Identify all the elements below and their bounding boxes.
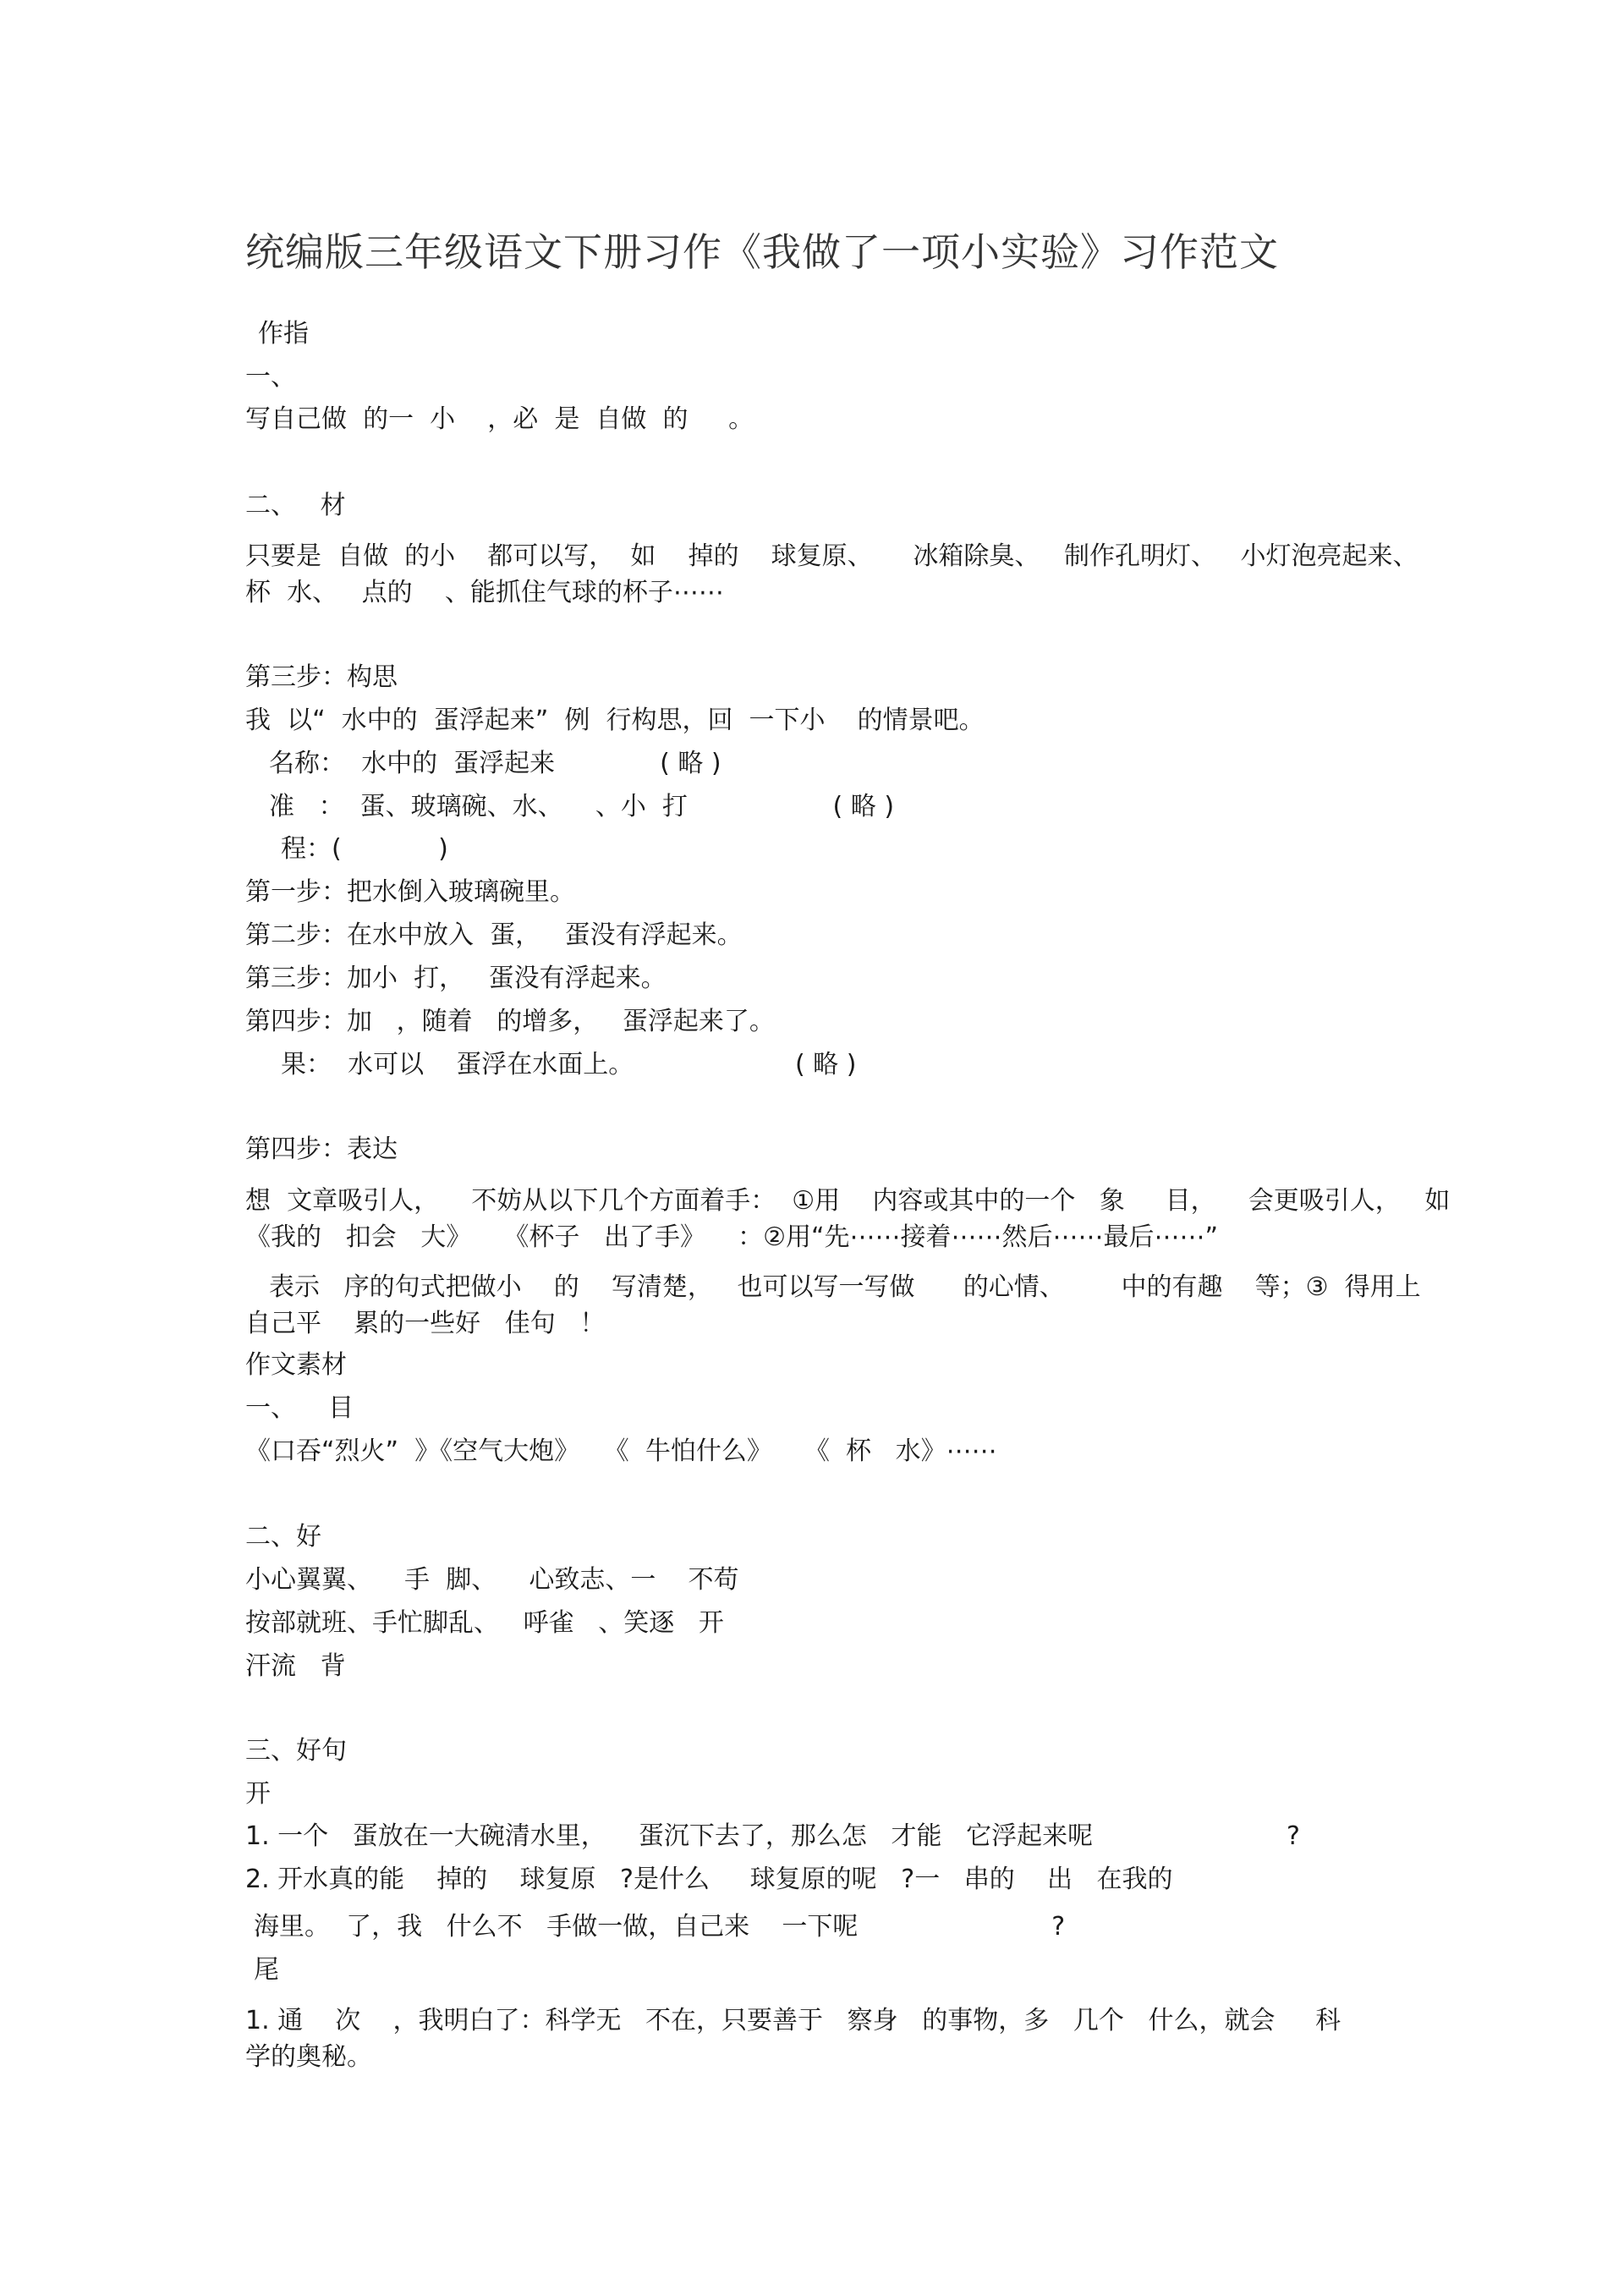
text-line: 果： 水可以 蛋浮在水面上。 ( 略 ) — [281, 1050, 857, 1079]
page-title: 统编版三年级语文下册习作《我做了一项小实验》习作范文 — [245, 229, 1279, 275]
text-line: 作文素材 — [245, 1350, 347, 1380]
text-line: 第四步：表达 — [245, 1134, 398, 1164]
text-line: 汗流 背 — [245, 1651, 346, 1681]
text-line: 第一步：把水倒入玻璃碗里。 — [245, 877, 575, 907]
text-line: 写自己做 的一 小 ，必 是 自做 的 。 — [245, 404, 754, 434]
text-line: 《我的 扣会 大》 《杯子 出了手》 ：②用“先⋯⋯接着⋯⋯然后⋯⋯最后⋯⋯” — [245, 1222, 1219, 1252]
text-line: 尾 — [254, 1955, 279, 1985]
text-line: 我 以“ 水中的 蛋浮起来” 例 行构思，回 一下小 的情景吧。 — [245, 706, 985, 735]
text-line: 杯 水、 点的 、能抓住气球的杯子⋯⋯ — [245, 578, 724, 607]
text-line: 作指 — [258, 319, 309, 349]
text-line: 第四步：加 ，随着 的增多， 蛋浮起来了。 — [245, 1007, 775, 1036]
text-line: 表示 序的句式把做小 的 写清楚， 也可以写一写做 的心情、 中的有趣 等；③ 得用上 — [269, 1272, 1421, 1302]
text-line: 开 — [245, 1779, 271, 1809]
text-line: 学的奥秘。 — [245, 2042, 372, 2072]
text-line: 三、好句 — [245, 1736, 347, 1766]
text-line: 1. 一个 蛋放在一大碗清水里， 蛋沉下去了，那么怎 才能 它浮起来呢 ? — [245, 1821, 1300, 1851]
text-line: 只要是 自做 的小 都可以写， 如 掉的 球复原、 冰箱除臭、 制作孔明灯、 小灯泡亮起来、 — [245, 541, 1418, 571]
text-line: 《口吞“烈火” 》《空气大炮》 《 牛怕什么》 《 杯 水》⋯⋯ — [245, 1436, 997, 1466]
text-line: 准 ： 蛋、玻璃碗、水、 、小 打 ( 略 ) — [269, 792, 895, 821]
text-line: 按部就班、手忙脚乱、 呼雀 、笑逐 开 — [245, 1608, 724, 1638]
text-line: 第三步：加小 打， 蛋没有浮起来。 — [245, 964, 667, 993]
text-line: 小心翼翼、 手 脚、 心致志、一 不苟 — [245, 1565, 739, 1595]
text-line: 二、 材 — [245, 491, 346, 520]
text-line: 二、好 — [245, 1522, 321, 1552]
text-line: 程：( ) — [281, 834, 448, 864]
text-line: 自己平 累的一些好 佳句 ！ — [245, 1309, 606, 1338]
text-line: 1. 通 次 ，我明白了：科学无 不在，只要善于 察身 的事物，多 几个 什么，就会 科 — [245, 2006, 1341, 2035]
text-line: 第三步：构思 — [245, 662, 398, 692]
text-line: 名称： 水中的 蛋浮起来 ( 略 ) — [269, 749, 721, 778]
text-line: 第二步：在水中放入 蛋， 蛋没有浮起来。 — [245, 920, 743, 950]
text-line: 一、 目 — [245, 1393, 354, 1423]
text-line: 2. 开水真的能 掉的 球复原 ?是什么 球复原的呢 ?一 串的 出 在我的 — [245, 1865, 1173, 1894]
text-line: 海里。 了，我 什么不 手做一做，自己来 一下呢 ? — [254, 1912, 1066, 1942]
text-line: 想 文章吸引人， 不妨从以下几个方面着手： ①用 内容或其中的一个 象 目， 会更吸引人， 如 — [245, 1186, 1451, 1216]
text-line: 一、 — [245, 362, 296, 392]
